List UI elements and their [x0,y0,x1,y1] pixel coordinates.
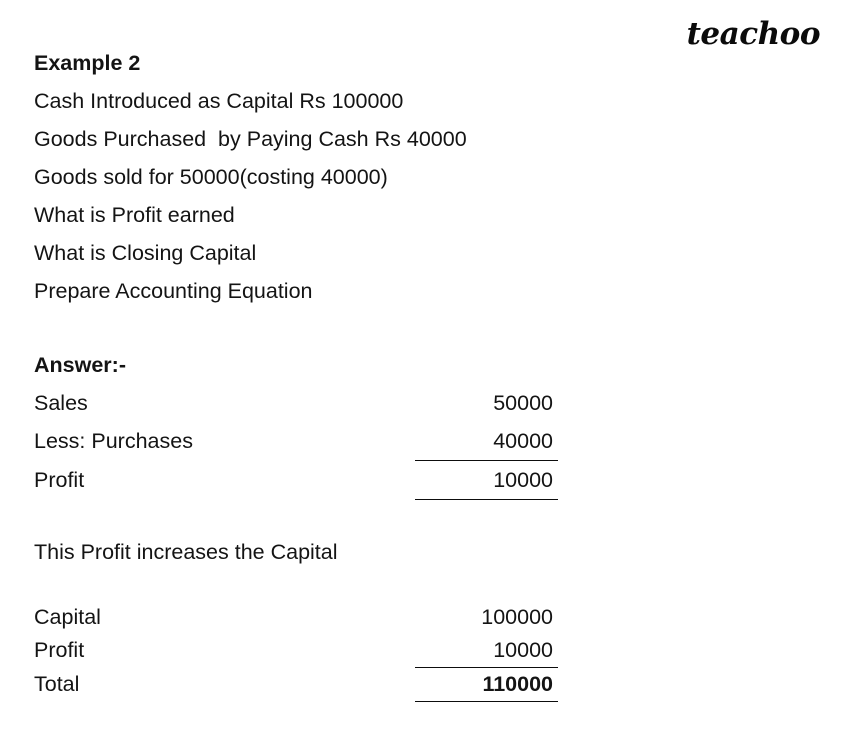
table-row [34,422,558,461]
answer-heading: Answer:- [34,353,126,377]
question-line-4: What is Profit earned [34,203,235,227]
capital-row-label-total: Total [34,672,80,696]
document-content [34,44,594,702]
table-row [34,634,558,668]
profit-row-label-profit: Profit [34,468,85,492]
capital-row-value-total: 110000 [415,668,558,702]
section-gap [34,310,594,346]
profit-calculation-table [34,384,558,500]
profit-row-value-profit: 10000 [415,461,558,500]
capital-row-value-profit: 10000 [415,634,558,668]
question-line-5: What is Closing Capital [34,241,257,265]
table-row [34,668,558,702]
profit-note: This Profit increases the Capital [34,540,338,564]
closing-capital-table [34,601,558,702]
example-heading: Example 2 [34,51,141,75]
question-line-1: Cash Introduced as Capital Rs 100000 [34,89,404,113]
profit-row-value-purchases: 40000 [415,422,558,461]
section-gap [34,500,594,533]
profit-row-label-sales: Sales [34,391,88,415]
table-row [34,461,558,500]
profit-row-label-purchases: Less: Purchases [34,429,193,453]
teachoo-logo: teachoo [686,16,820,52]
capital-row-label-profit: Profit [34,638,85,662]
question-line-6: Prepare Accounting Equation [34,279,313,303]
section-gap [34,571,594,601]
question-line-2: Goods Purchased by Paying Cash Rs 40000 [34,127,467,151]
question-line-3: Goods sold for 50000(costing 40000) [34,165,388,189]
capital-row-value-capital: 100000 [481,605,553,629]
capital-row-label-capital: Capital [34,605,101,629]
table-row [34,601,558,634]
table-row [34,384,558,422]
profit-row-value-sales: 50000 [493,391,553,415]
